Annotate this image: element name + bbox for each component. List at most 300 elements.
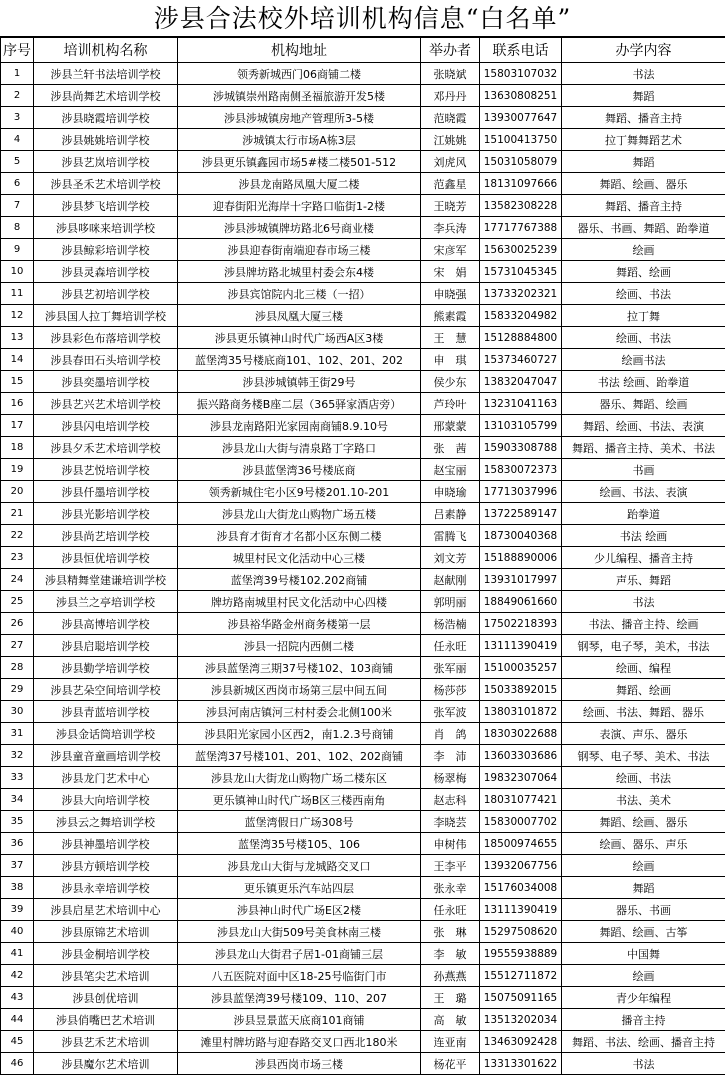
cell-org-name: 涉县国人拉丁舞培训学校 (34, 305, 178, 327)
cell-content: 绘画、器乐、声乐 (562, 833, 725, 855)
table-row (1, 481, 725, 503)
table-row (1, 745, 725, 767)
cell-phone: 15128884800 (480, 327, 562, 349)
cell-org-name: 涉县尚艺培训学校 (34, 525, 178, 547)
cell-phone: 15512711872 (480, 965, 562, 987)
cell-index: 2 (1, 85, 34, 107)
cell-index: 28 (1, 657, 34, 679)
cell-org-name: 涉县俏嘴巴艺术培训 (34, 1009, 178, 1031)
table-row (1, 107, 725, 129)
cell-organizer: 宋 娟 (421, 261, 480, 283)
cell-phone: 15188890006 (480, 547, 562, 569)
cell-content: 表演、声乐、器乐 (562, 723, 725, 745)
cell-org-name: 涉县闪电培训学校 (34, 415, 178, 437)
header-phone: 联系电话 (480, 38, 562, 63)
cell-index: 40 (1, 921, 34, 943)
cell-phone: 19555938889 (480, 943, 562, 965)
cell-content: 钢琴，电子琴，美术，书法 (562, 635, 725, 657)
header-address: 机构地址 (178, 38, 421, 63)
cell-org-name: 涉县高博培训学校 (34, 613, 178, 635)
cell-address: 蓝堡湾39号楼102.202商铺 (178, 569, 421, 591)
cell-phone: 13932067756 (480, 855, 562, 877)
cell-phone: 15100035257 (480, 657, 562, 679)
cell-organizer: 宋彦军 (421, 239, 480, 261)
cell-org-name: 涉县艺兴艺术培训学校 (34, 393, 178, 415)
table-row (1, 503, 725, 525)
cell-content: 舞蹈、绘画 (562, 261, 725, 283)
cell-address: 涉县凤凰大厦三楼 (178, 305, 421, 327)
cell-org-name: 涉县精舞堂建谦培训学校 (34, 569, 178, 591)
cell-address: 领秀新城住宅小区9号楼201.10-201 (178, 481, 421, 503)
cell-index: 21 (1, 503, 34, 525)
table-row (1, 305, 725, 327)
cell-organizer: 杨浩楠 (421, 613, 480, 635)
cell-organizer: 肖 鸽 (421, 723, 480, 745)
cell-organizer: 任永旺 (421, 635, 480, 657)
cell-organizer: 芦玲叶 (421, 393, 480, 415)
table-row (1, 283, 725, 305)
cell-organizer: 李兵涛 (421, 217, 480, 239)
cell-organizer: 王 璐 (421, 987, 480, 1009)
cell-address: 涉县更乐镇鑫园市场5#楼二楼501-512 (178, 151, 421, 173)
cell-org-name: 涉县灵森培训学校 (34, 261, 178, 283)
cell-index: 14 (1, 349, 34, 371)
cell-index: 12 (1, 305, 34, 327)
cell-organizer: 范晓霞 (421, 107, 480, 129)
cell-index: 39 (1, 899, 34, 921)
cell-phone: 13231041163 (480, 393, 562, 415)
table-row (1, 415, 725, 437)
cell-address: 涉县涉城镇房地产管理所3-5楼 (178, 107, 421, 129)
cell-content: 书法 绘画 (562, 525, 725, 547)
cell-address: 城里村民文化活动中心三楼 (178, 547, 421, 569)
header-content: 办学内容 (562, 38, 725, 63)
cell-address: 涉县迎春街南端迎春市场三楼 (178, 239, 421, 261)
cell-content: 少儿编程、播音主持 (562, 547, 725, 569)
cell-content: 舞蹈、播音主持 (562, 195, 725, 217)
cell-content: 绘画、书法 (562, 283, 725, 305)
cell-phone: 15731045345 (480, 261, 562, 283)
cell-index: 34 (1, 789, 34, 811)
cell-address: 涉县龙山大街与清泉路丁字路口 (178, 437, 421, 459)
cell-org-name: 涉县哆咪来培训学校 (34, 217, 178, 239)
cell-organizer: 申晓强 (421, 283, 480, 305)
cell-phone: 17713037996 (480, 481, 562, 503)
table-row (1, 635, 725, 657)
cell-phone: 15031058079 (480, 151, 562, 173)
cell-content: 播音主持 (562, 1009, 725, 1031)
cell-index: 19 (1, 459, 34, 481)
cell-address: 涉县蓝堡湾39号楼109、110、207 (178, 987, 421, 1009)
table-row (1, 1009, 725, 1031)
cell-organizer: 王李平 (421, 855, 480, 877)
cell-phone: 13630808251 (480, 85, 562, 107)
cell-address: 更乐镇神山时代广场B区三楼西南角 (178, 789, 421, 811)
cell-org-name: 涉县奕墨培训学校 (34, 371, 178, 393)
cell-content: 舞蹈、播音主持、美术、书法 (562, 437, 725, 459)
cell-organizer: 张军波 (421, 701, 480, 723)
cell-content: 绘画、书法 (562, 327, 725, 349)
cell-organizer: 李 敏 (421, 943, 480, 965)
cell-index: 4 (1, 129, 34, 151)
cell-org-name: 涉县仟墨培训学校 (34, 481, 178, 503)
cell-organizer: 张永幸 (421, 877, 480, 899)
cell-index: 1 (1, 63, 34, 85)
table-row (1, 261, 725, 283)
cell-address: 涉县涉城镇牌坊路北6号商业楼 (178, 217, 421, 239)
cell-index: 38 (1, 877, 34, 899)
cell-organizer: 刘虎风 (421, 151, 480, 173)
cell-org-name: 涉县启星艺术培训中心 (34, 899, 178, 921)
table-row (1, 657, 725, 679)
cell-content: 器乐、书画 (562, 899, 725, 921)
cell-organizer: 高 敏 (421, 1009, 480, 1031)
cell-phone: 13111390419 (480, 635, 562, 657)
cell-address: 涉县育才街育才名都小区东侧二楼 (178, 525, 421, 547)
cell-index: 15 (1, 371, 34, 393)
cell-phone: 13733202321 (480, 283, 562, 305)
cell-address: 牌坊路南城里村民文化活动中心四楼 (178, 591, 421, 613)
cell-content: 舞蹈、绘画、古筝 (562, 921, 725, 943)
cell-address: 涉县宾馆院内北三楼（一招） (178, 283, 421, 305)
cell-index: 43 (1, 987, 34, 1009)
cell-content: 书画 (562, 459, 725, 481)
cell-org-name: 涉县笔尖艺术培训 (34, 965, 178, 987)
cell-content: 舞蹈、绘画、器乐 (562, 811, 725, 833)
cell-phone: 18849061660 (480, 591, 562, 613)
cell-content: 舞蹈、绘画、器乐 (562, 173, 725, 195)
cell-address: 涉县龙山大街龙山购物广场五楼 (178, 503, 421, 525)
cell-org-name: 涉县方顿培训学校 (34, 855, 178, 877)
cell-index: 30 (1, 701, 34, 723)
cell-phone: 19832307064 (480, 767, 562, 789)
cell-content: 中国舞 (562, 943, 725, 965)
cell-organizer: 郭明丽 (421, 591, 480, 613)
cell-organizer: 申 琪 (421, 349, 480, 371)
cell-organizer: 连亚南 (421, 1031, 480, 1053)
cell-content: 绘画、书法、表演 (562, 481, 725, 503)
cell-organizer: 熊素霞 (421, 305, 480, 327)
cell-organizer: 王晓芳 (421, 195, 480, 217)
cell-address: 涉县龙南路凤凰大厦二楼 (178, 173, 421, 195)
cell-address: 蓝堡湾35号楼底商101、102、201、202 (178, 349, 421, 371)
cell-index: 24 (1, 569, 34, 591)
table-row (1, 217, 725, 239)
cell-org-name: 涉县童音童画培训学校 (34, 745, 178, 767)
cell-address: 涉县阳光家园小区西2，南1.2.3号商铺 (178, 723, 421, 745)
cell-phone: 15833204982 (480, 305, 562, 327)
cell-index: 23 (1, 547, 34, 569)
cell-org-name: 涉县晓霞培训学校 (34, 107, 178, 129)
cell-content: 绘画 (562, 965, 725, 987)
table-row (1, 943, 725, 965)
cell-index: 37 (1, 855, 34, 877)
cell-address: 滩里村牌坊路与迎春路交叉口西北180米 (178, 1031, 421, 1053)
cell-org-name: 涉县龙门艺术中心 (34, 767, 178, 789)
cell-address: 涉县西岗市场三楼 (178, 1053, 421, 1075)
cell-org-name: 涉县夕禾艺术培训学校 (34, 437, 178, 459)
cell-phone: 18500974655 (480, 833, 562, 855)
table-row (1, 789, 725, 811)
cell-content: 拉丁舞舞蹈艺术 (562, 129, 725, 151)
cell-phone: 15630025239 (480, 239, 562, 261)
cell-index: 8 (1, 217, 34, 239)
table-row (1, 701, 725, 723)
cell-content: 舞蹈、绘画 (562, 679, 725, 701)
table-row (1, 679, 725, 701)
cell-organizer: 张军丽 (421, 657, 480, 679)
cell-phone: 13582308228 (480, 195, 562, 217)
cell-phone: 15903308788 (480, 437, 562, 459)
cell-org-name: 涉县光影培训学校 (34, 503, 178, 525)
cell-address: 涉县龙山大街与龙城路交叉口 (178, 855, 421, 877)
cell-index: 9 (1, 239, 34, 261)
cell-org-name: 涉县永幸培训学校 (34, 877, 178, 899)
cell-index: 31 (1, 723, 34, 745)
cell-org-name: 涉县魔尔艺术培训 (34, 1053, 178, 1075)
table-row (1, 173, 725, 195)
cell-org-name: 涉县恒优培训学校 (34, 547, 178, 569)
table-row (1, 393, 725, 415)
table-row (1, 525, 725, 547)
cell-content: 绘画、书法 (562, 767, 725, 789)
table-row (1, 899, 725, 921)
cell-org-name: 涉县姚姚培训学校 (34, 129, 178, 151)
cell-org-name: 涉县兰轩书法培训学校 (34, 63, 178, 85)
cell-phone: 13603303686 (480, 745, 562, 767)
cell-organizer: 任永旺 (421, 899, 480, 921)
cell-phone: 15176034008 (480, 877, 562, 899)
table-row (1, 921, 725, 943)
table-row (1, 833, 725, 855)
cell-content: 书法 (562, 591, 725, 613)
cell-content: 绘画 (562, 239, 725, 261)
table-row (1, 1031, 725, 1053)
cell-address: 涉县蓝堡湾三期37号楼102、103商铺 (178, 657, 421, 679)
cell-address: 涉城镇崇州路南侧圣福旅游开发5楼 (178, 85, 421, 107)
cell-org-name: 涉县大向培训学校 (34, 789, 178, 811)
cell-phone: 13111390419 (480, 899, 562, 921)
cell-index: 42 (1, 965, 34, 987)
cell-content: 器乐、书画、舞蹈、跆拳道 (562, 217, 725, 239)
cell-address: 涉县昱景蓝天底商101商铺 (178, 1009, 421, 1031)
table-row (1, 371, 725, 393)
cell-organizer: 张 琳 (421, 921, 480, 943)
cell-phone: 13313301622 (480, 1053, 562, 1075)
cell-index: 13 (1, 327, 34, 349)
cell-index: 18 (1, 437, 34, 459)
table-row (1, 613, 725, 635)
cell-address: 涉县更乐镇神山时代广场西A区3楼 (178, 327, 421, 349)
header-organizer: 举办者 (421, 38, 480, 63)
table-row (1, 459, 725, 481)
table-row (1, 195, 725, 217)
cell-address: 涉县裕华路金州商务楼第一层 (178, 613, 421, 635)
cell-index: 25 (1, 591, 34, 613)
cell-index: 6 (1, 173, 34, 195)
cell-content: 舞蹈 (562, 877, 725, 899)
cell-organizer: 申晓瑜 (421, 481, 480, 503)
cell-organizer: 范鑫星 (421, 173, 480, 195)
cell-org-name: 涉县金话筒培训学校 (34, 723, 178, 745)
cell-index: 33 (1, 767, 34, 789)
table-row (1, 987, 725, 1009)
cell-address: 涉县新城区西岗市场第三层中间五间 (178, 679, 421, 701)
table-row (1, 437, 725, 459)
cell-content: 书法、播音主持、绘画 (562, 613, 725, 635)
cell-org-name: 涉县艺岚培训学校 (34, 151, 178, 173)
cell-organizer: 申树伟 (421, 833, 480, 855)
cell-content: 绘画、书法、舞蹈、器乐 (562, 701, 725, 723)
table-row (1, 327, 725, 349)
cell-address: 蓝堡湾假日广场308号 (178, 811, 421, 833)
table-row (1, 239, 725, 261)
cell-organizer: 雷腾飞 (421, 525, 480, 547)
cell-organizer: 王 慧 (421, 327, 480, 349)
cell-organizer: 杨花平 (421, 1053, 480, 1075)
cell-address: 涉县牌坊路北城里村委会东4楼 (178, 261, 421, 283)
cell-content: 舞蹈 (562, 85, 725, 107)
cell-phone: 13722589147 (480, 503, 562, 525)
table-row (1, 349, 725, 371)
cell-address: 涉县涉城镇韩王街29号 (178, 371, 421, 393)
cell-organizer: 邢蒙蒙 (421, 415, 480, 437)
table-row (1, 591, 725, 613)
cell-phone: 13832047047 (480, 371, 562, 393)
cell-index: 16 (1, 393, 34, 415)
cell-index: 26 (1, 613, 34, 635)
cell-address: 更乐镇更乐汽车站四层 (178, 877, 421, 899)
cell-org-name: 涉县勤学培训学校 (34, 657, 178, 679)
cell-organizer: 吕素静 (421, 503, 480, 525)
table-row (1, 85, 725, 107)
cell-content: 书法 (562, 1053, 725, 1075)
cell-org-name: 涉县圣禾艺术培训学校 (34, 173, 178, 195)
cell-org-name: 涉县艺初培训学校 (34, 283, 178, 305)
cell-address: 领秀新城西门06商铺二楼 (178, 63, 421, 85)
table-row (1, 63, 725, 85)
cell-content: 舞蹈、播音主持 (562, 107, 725, 129)
cell-index: 22 (1, 525, 34, 547)
cell-address: 迎春街阳光海岸十字路口临街1-2楼 (178, 195, 421, 217)
cell-address: 涉县龙南路阳光家园南商铺8.9.10号 (178, 415, 421, 437)
cell-content: 钢琴、电子琴、美术、书法 (562, 745, 725, 767)
cell-phone: 18131097666 (480, 173, 562, 195)
cell-content: 声乐、舞蹈 (562, 569, 725, 591)
cell-org-name: 涉县尚舞艺术培训学校 (34, 85, 178, 107)
cell-content: 器乐、舞蹈、绘画 (562, 393, 725, 415)
cell-index: 7 (1, 195, 34, 217)
cell-content: 书法 绘画、跆拳道 (562, 371, 725, 393)
cell-organizer: 赵献刚 (421, 569, 480, 591)
cell-org-name: 涉县青蓝培训学校 (34, 701, 178, 723)
cell-address: 蓝堡湾35号楼105、106 (178, 833, 421, 855)
cell-address: 涉县龙山大街龙山购物广场二楼东区 (178, 767, 421, 789)
cell-phone: 15373460727 (480, 349, 562, 371)
cell-phone: 17502218393 (480, 613, 562, 635)
cell-org-name: 涉县兰之亭培训学校 (34, 591, 178, 613)
table-row (1, 129, 725, 151)
cell-address: 蓝堡湾37号楼101、201、102、202商铺 (178, 745, 421, 767)
cell-org-name: 涉县艺朵空间培训学校 (34, 679, 178, 701)
cell-index: 27 (1, 635, 34, 657)
cell-organizer: 侯少东 (421, 371, 480, 393)
cell-org-name: 涉县梦飞培训学校 (34, 195, 178, 217)
cell-phone: 18730040368 (480, 525, 562, 547)
cell-phone: 13931017997 (480, 569, 562, 591)
cell-organizer: 邓丹丹 (421, 85, 480, 107)
cell-phone: 13103105799 (480, 415, 562, 437)
table-row (1, 965, 725, 987)
table-body (1, 63, 725, 1075)
cell-content: 书法 (562, 63, 725, 85)
cell-phone: 15297508620 (480, 921, 562, 943)
cell-content: 舞蹈、绘画、书法、表演 (562, 415, 725, 437)
cell-address: 涉县神山时代广场E区2楼 (178, 899, 421, 921)
table-row (1, 151, 725, 173)
cell-phone: 15830007702 (480, 811, 562, 833)
cell-index: 36 (1, 833, 34, 855)
cell-index: 3 (1, 107, 34, 129)
cell-organizer: 张 茜 (421, 437, 480, 459)
cell-phone: 18031077421 (480, 789, 562, 811)
cell-org-name: 涉县鲸彩培训学校 (34, 239, 178, 261)
cell-index: 46 (1, 1053, 34, 1075)
cell-index: 35 (1, 811, 34, 833)
cell-content: 拉丁舞 (562, 305, 725, 327)
cell-index: 5 (1, 151, 34, 173)
table-row (1, 877, 725, 899)
header-index: 序号 (1, 38, 34, 63)
cell-org-name: 涉县春田石头培训学校 (34, 349, 178, 371)
cell-content: 绘画书法 (562, 349, 725, 371)
cell-org-name: 涉县神墨培训学校 (34, 833, 178, 855)
cell-org-name: 涉县创优培训 (34, 987, 178, 1009)
table-row (1, 811, 725, 833)
cell-index: 11 (1, 283, 34, 305)
cell-organizer: 孙燕燕 (421, 965, 480, 987)
cell-address: 八五医院对面中区18-25号临街门市 (178, 965, 421, 987)
table-row (1, 1053, 725, 1075)
cell-phone: 17717767388 (480, 217, 562, 239)
cell-organizer: 张晓斌 (421, 63, 480, 85)
table-row (1, 855, 725, 877)
cell-phone: 13930077647 (480, 107, 562, 129)
cell-index: 17 (1, 415, 34, 437)
cell-org-name: 涉县艺禾艺术培训 (34, 1031, 178, 1053)
cell-phone: 13513202034 (480, 1009, 562, 1031)
cell-org-name: 涉县金桐培训学校 (34, 943, 178, 965)
cell-content: 书法、美术 (562, 789, 725, 811)
cell-address: 涉县龙山大街君子居1-01商铺三层 (178, 943, 421, 965)
table-row (1, 547, 725, 569)
cell-phone: 15075091165 (480, 987, 562, 1009)
cell-content: 青少年编程 (562, 987, 725, 1009)
cell-address: 涉县河南店镇河三村村委会北侧100米 (178, 701, 421, 723)
cell-organizer: 杨翠梅 (421, 767, 480, 789)
cell-organizer: 李晓芸 (421, 811, 480, 833)
cell-organizer: 江姚姚 (421, 129, 480, 151)
cell-index: 32 (1, 745, 34, 767)
cell-phone: 18303022688 (480, 723, 562, 745)
cell-organizer: 杨莎莎 (421, 679, 480, 701)
cell-address: 涉县蓝堡湾36号楼底商 (178, 459, 421, 481)
table-header-row (1, 38, 725, 63)
cell-org-name: 涉县云之舞培训学校 (34, 811, 178, 833)
cell-address: 涉县一招院内西侧二楼 (178, 635, 421, 657)
cell-address: 涉县龙山大街509号美食林南三楼 (178, 921, 421, 943)
cell-organizer: 刘文芳 (421, 547, 480, 569)
